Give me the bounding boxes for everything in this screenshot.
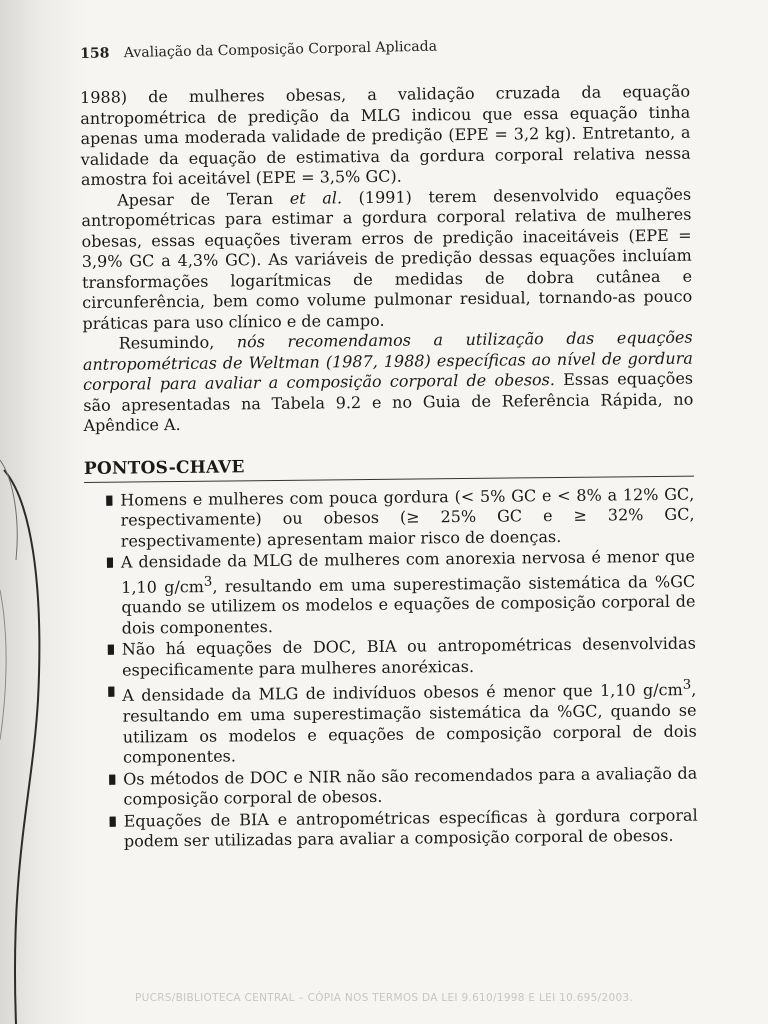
section-title: PONTOS-CHAVE [84, 452, 694, 482]
bullet-icon [109, 774, 115, 784]
paragraph-1: 1988) de mulheres obesas, a validação cruzada da equação antropométrica de predição da MLG indicou que essa equação tinha apenas uma moderada validade de predição (EPE = 3,2 kg). Entretanto, a validade da equação de estimativa da gordura corporal relativa nessa amostra foi aceitável (EPE = 3,5% GC). [80, 81, 691, 189]
bullet-icon [110, 816, 116, 826]
key-point: Homens e mulheres com pouca gordura (< 5% GC e < 8% a 12% GC, respectivamente) ou obesos (≥ 25% GC e ≥ 32% GC, respectivamente) apresentam maior risco de doenças. [84, 484, 695, 552]
paragraph-2: Apesar de Teran et al. (1991) terem desenvolvido equações antropométricas para estimar a gordura corporal relativa de mulheres obesas, essas equações tiveram erros de predição inaceitáveis (EPE = 3,9% GC a 4,3% GC). As variáveis de predição dessas equações incluíam transformações logarítmicas de medidas de dobra cutânea e circunferência, bem como volume pulmonar residual, tornando-as pouco práticas para uso clínico e de campo. [81, 184, 693, 333]
key-point: Equações de BIA e antropométricas específicas à gordura corporal podem ser utilizadas para avaliar a composição corporal de obesos. [88, 805, 698, 852]
key-point: Não há equações de DOC, BIA ou antropométricas desenvolvidas especificamente para mulheres anoréxicas. [86, 634, 696, 681]
bullet-icon [107, 558, 113, 568]
page-content [80, 82, 698, 854]
bullet-icon [108, 645, 114, 655]
page-number: 158 [80, 45, 110, 62]
bullet-icon [108, 687, 114, 697]
paragraph-3: Resumindo, nós recomendamos a utilização das equações antropométricas de Weltman (1987, 1988) específicas ao nível de gordura corporal para avaliar a composição corporal de obesos. Essas equações são apresentadas na Tabela 9.2 e no Guia de Referência Rápida, no Apêndice A. [82, 327, 694, 435]
key-point: Os métodos de DOC e NIR não são recomendados para a avaliação da composição corporal de obesos. [87, 763, 697, 810]
copyright-footer: PUCRS/BIBLIOTECA CENTRAL – CÓPIA NOS TERMOS DA LEI 9.610/1998 E LEI 10.695/2003. [134, 992, 634, 1004]
running-title: Avaliação da Composição Corporal Aplicada [123, 38, 438, 62]
book-binding-shadow [0, 440, 60, 1024]
key-points-list [84, 484, 698, 853]
key-point: A densidade da MLG de mulheres com anorexia nervosa é menor que 1,10 $g/cm^3$, resultando em uma superestimação sistemática da %GC quando se utilizem os modelos e equações de composição corporal de dois componentes. [85, 547, 696, 640]
bullet-icon [106, 495, 112, 505]
key-point: A densidade da MLG de indivíduos obesos é menor que 1,10 $g/cm^3$, resultando em uma superestimação sistemática da %GC, quando se utilizam os modelos e equações de composição corporal de dois componentes. [86, 676, 697, 769]
